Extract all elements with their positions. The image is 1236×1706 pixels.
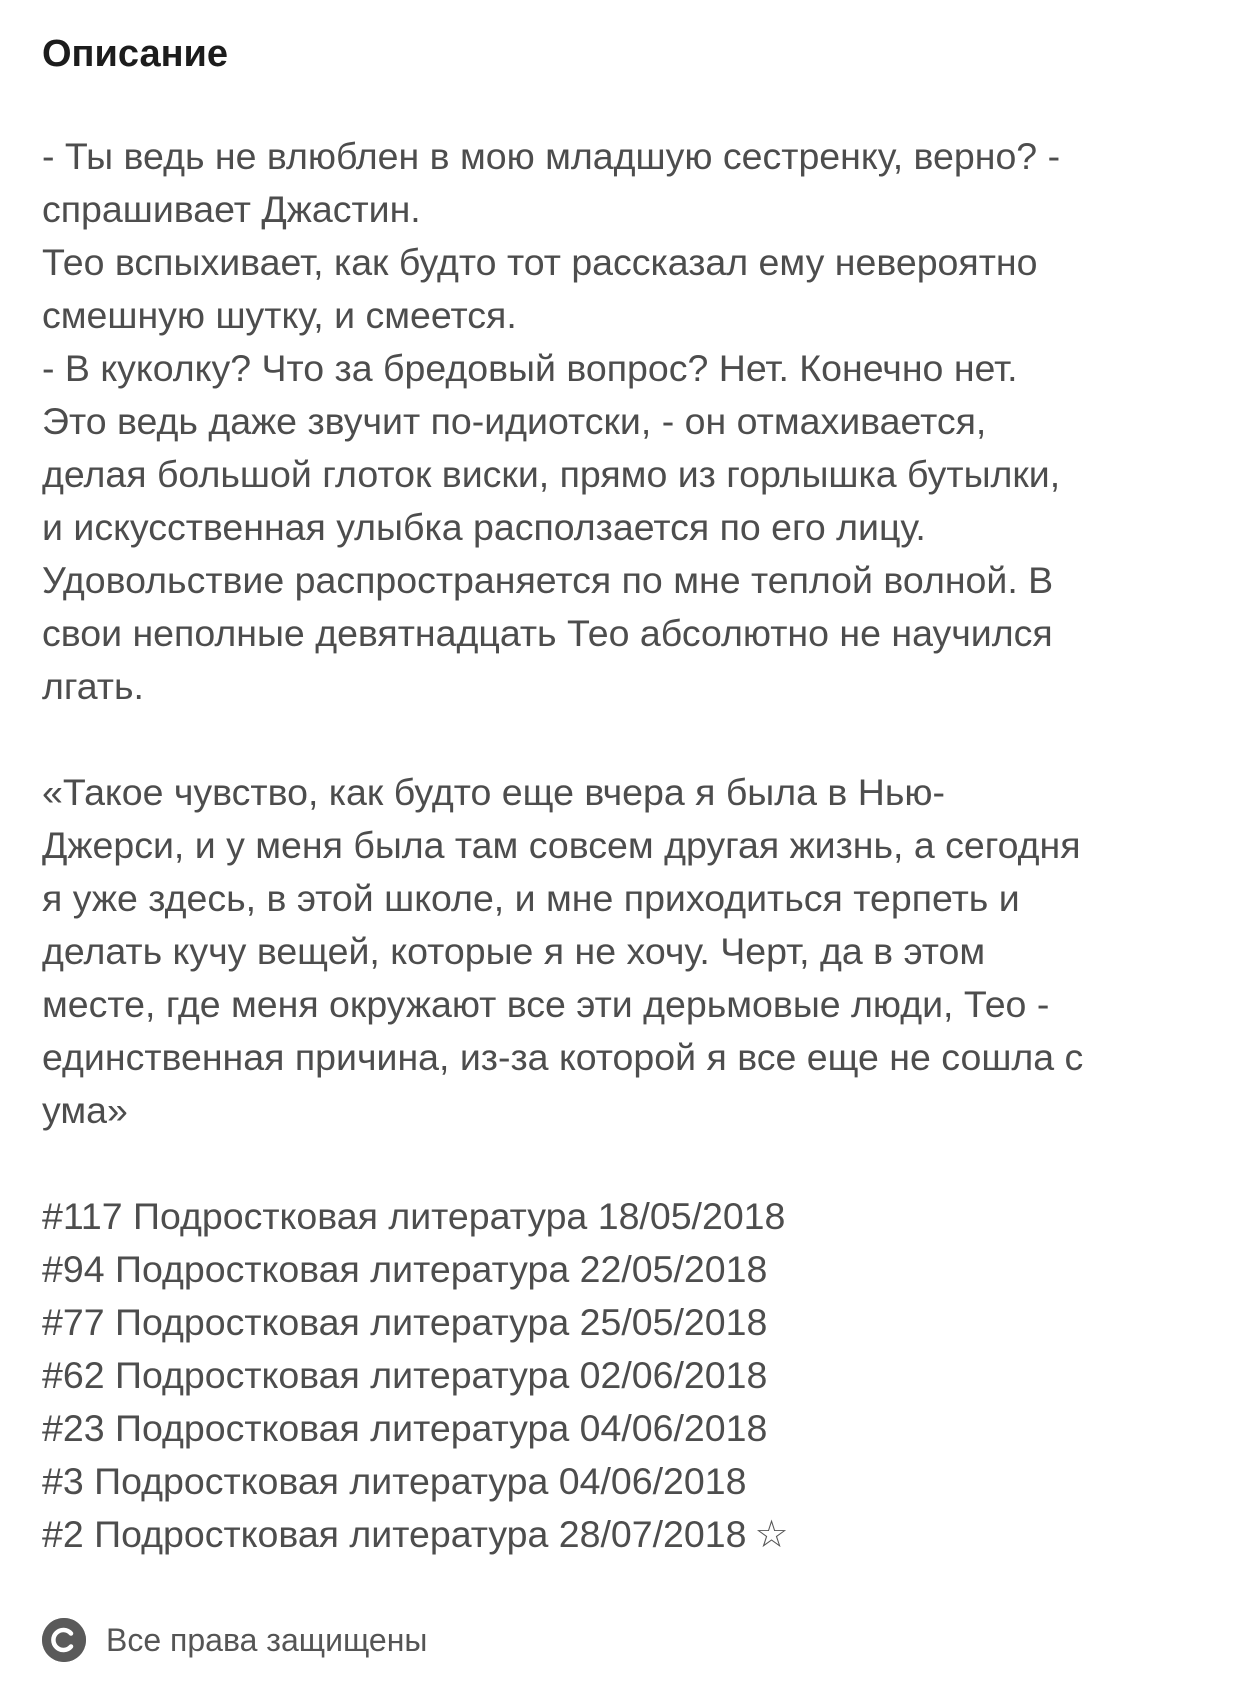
rating-item bbox=[42, 1455, 1212, 1508]
description-section bbox=[42, 30, 1212, 1562]
rating-text: #77 Подростковая литература 25/05/2018 bbox=[42, 1301, 768, 1343]
description-paragraph-1: - Ты ведь не влюблен в мою младшую сестренку, верно? - спрашивает Джастин. Тео вспыхивает, как будто тот рассказал ему невероятно смешную шутку, и смеется. - В куколку? Что за бредовый вопрос? Нет. Конечно нет. Это ведь даже звучит по-идиотски, - он отмахивается, делая большой глоток виски, прямо из горлышка бутылки, и искусственная улыбка расползается по его лицу. Удовольствие распространяется по мне теплой волной. В свои неполные девятнадцать Тео абсолютно не научился лгать. bbox=[42, 135, 1061, 707]
rating-item bbox=[42, 1243, 1212, 1296]
rating-item bbox=[42, 1349, 1212, 1402]
rating-text: #23 Подростковая литература 04/06/2018 bbox=[42, 1407, 768, 1449]
copyright-icon bbox=[42, 1618, 86, 1662]
description-body bbox=[42, 130, 1212, 1137]
paragraph-gap bbox=[42, 713, 1212, 766]
description-paragraph-2: «Такое чувство, как будто еще вчера я была в Нью- Джерси, и у меня была там совсем другая жизнь, а сегодня я уже здесь, в этой школе, и мне приходиться терпеть и делать кучу вещей, которые я не хочу. Черт, да в этом месте, где меня окружают все эти дерьмовые люди, Тео - единственная причина, из-за которой я все еще не сошла с ума» bbox=[42, 771, 1084, 1131]
rating-item bbox=[42, 1508, 1212, 1562]
rating-text: #2 Подростковая литература 28/07/2018 bbox=[42, 1513, 747, 1555]
rating-item bbox=[42, 1190, 1212, 1243]
rating-text: #117 Подростковая литература 18/05/2018 bbox=[42, 1195, 786, 1237]
rating-text: #62 Подростковая литература 02/06/2018 bbox=[42, 1354, 768, 1396]
rating-text: #94 Подростковая литература 22/05/2018 bbox=[42, 1248, 768, 1290]
section-title: Описание bbox=[42, 33, 229, 75]
rating-item bbox=[42, 1402, 1212, 1455]
copyright-text: Все права защищены bbox=[106, 1621, 428, 1658]
star-icon: ☆ bbox=[754, 1514, 789, 1556]
copyright-footer bbox=[42, 1618, 427, 1662]
rating-text: #3 Подростковая литература 04/06/2018 bbox=[42, 1460, 747, 1502]
ratings-list bbox=[42, 1190, 1212, 1562]
rating-item bbox=[42, 1296, 1212, 1349]
